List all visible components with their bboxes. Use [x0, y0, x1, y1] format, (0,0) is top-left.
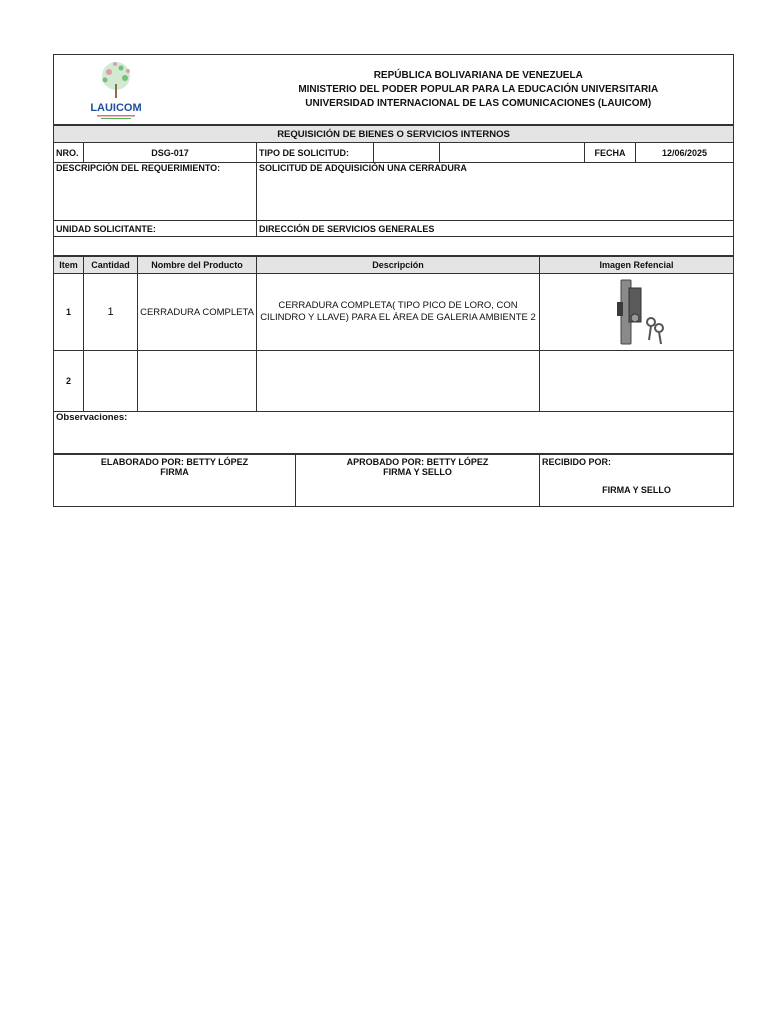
aprobado-label: APROBADO POR: BETTY LÓPEZ [346, 457, 489, 467]
form-title: REQUISICIÓN DE BIENES O SERVICIOS INTERNOS [54, 126, 734, 143]
nro-value: DSG-017 [84, 143, 257, 163]
svg-text:LAUICOM: LAUICOM [90, 101, 142, 114]
spacer-row [54, 237, 734, 256]
aprobado-sub: FIRMA Y SELLO [383, 467, 452, 477]
descripcion-value: SOLICITUD DE ADQUISICIÓN UNA CERRADURA [257, 163, 734, 221]
recibido-sub: FIRMA Y SELLO [602, 485, 671, 495]
table-row [54, 274, 734, 351]
row-cantidad [84, 351, 138, 412]
unidad-value: DIRECCIÓN DE SERVICIOS GENERALES [257, 221, 734, 237]
col-header-item: Item [54, 257, 84, 274]
logo-cell [54, 55, 224, 125]
elaborado-cell [54, 455, 296, 507]
row-descripcion: CERRADURA COMPLETA( TIPO PICO DE LORO, CON CILINDRO Y LLAVE) PARA EL ÁREA DE GALERIA AMBIENTE 2 [257, 274, 540, 351]
row-image-cell [540, 274, 734, 351]
observaciones-label: Observaciones: [54, 412, 734, 454]
tipo-label: TIPO DE SOLICITUD: [257, 143, 374, 163]
elaborado-sub: FIRMA [160, 467, 189, 477]
fecha-label: FECHA [585, 143, 636, 163]
row-nombre [138, 351, 257, 412]
header-line-3: UNIVERSIDAD INTERNACIONAL DE LAS COMUNICACIONES (LAUICOM) [305, 97, 652, 109]
header-titles [224, 55, 734, 125]
nro-label: NRO. [54, 143, 84, 163]
row-image-cell [540, 351, 734, 412]
row-descripcion [257, 351, 540, 412]
meta-table [53, 125, 734, 256]
aprobado-cell [296, 455, 540, 507]
tree-icon [102, 62, 130, 98]
col-header-imagen: Imagen Refencial [540, 257, 734, 274]
recibido-label: RECIBIDO POR: [542, 457, 612, 467]
col-header-nombre: Nombre del Producto [138, 257, 257, 274]
header-table [53, 54, 734, 125]
row-cantidad: 1 [84, 274, 138, 351]
elaborado-label: ELABORADO POR: BETTY LÓPEZ [100, 457, 249, 467]
col-header-cantidad: Cantidad [84, 257, 138, 274]
unidad-label: UNIDAD SOLICITANTE: [54, 221, 257, 237]
row-item: 1 [54, 274, 84, 351]
table-row [54, 351, 734, 412]
door-lock-icon [607, 278, 667, 346]
fecha-value: 12/06/2025 [636, 143, 734, 163]
row-item: 2 [54, 351, 84, 412]
header-line-2: MINISTERIO DEL PODER POPULAR PARA LA EDUCACIÓN UNIVERSITARIA [298, 83, 659, 95]
items-table [53, 256, 734, 454]
recibido-cell [540, 455, 734, 507]
col-header-descripcion: Descripción [257, 257, 540, 274]
tipo-value-1 [374, 143, 440, 163]
row-nombre: CERRADURA COMPLETA [138, 274, 257, 351]
tipo-value-2 [440, 143, 585, 163]
signatures-table [53, 454, 734, 507]
lauicom-logo [71, 58, 161, 122]
keys-icon [647, 318, 663, 344]
descripcion-label: DESCRIPCIÓN DEL REQUERIMIENTO: [54, 163, 257, 221]
header-line-1: REPÚBLICA BOLIVARIANA DE VENEZUELA [373, 69, 583, 81]
requisition-form [53, 54, 733, 507]
